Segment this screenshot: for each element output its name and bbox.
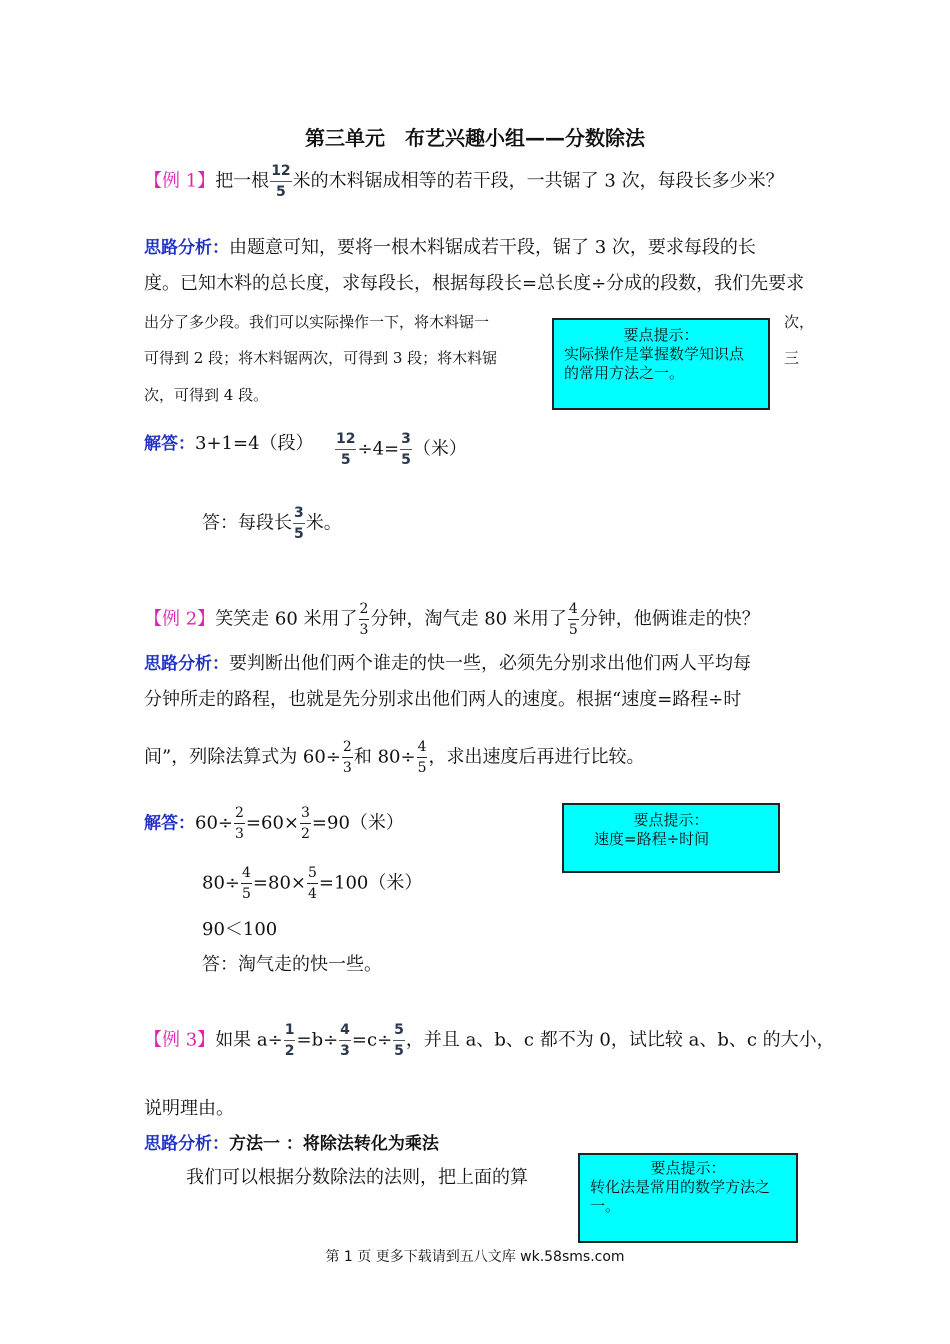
example-3-tag: 【例 3】 xyxy=(144,1029,216,1051)
fraction: $\frac{4}{5}$ xyxy=(568,601,578,638)
example-1-analysis-line-5: 次，可得到 4 段。 xyxy=(144,386,269,404)
example-2-analysis-line-2: 分钟所走的路程，也就是先分别求出他们两人的速度。根据“速度=路程÷时 xyxy=(144,689,742,710)
tip-heading: 要点提示： xyxy=(623,326,699,344)
page-title: 第三单元 布艺兴趣小组——分数除法 xyxy=(305,126,645,150)
example-3-question: 【例 3】如果 a÷ $\frac{1}{2}$ =b÷ $\frac{4}{3}$ =c÷ $\frac{5}{5}$ ，并且 a、b、c 都不为 0，试比较 a、b、c 的大小， xyxy=(144,1022,835,1059)
example-2-final-answer: 答：淘气走的快一些。 xyxy=(202,954,382,975)
tip-heading: 要点提示： xyxy=(650,1159,726,1177)
example-1-final-answer: 答：每段长 $\frac{3}{5}$ 米。 xyxy=(202,505,342,542)
example-2-analysis-line-3: 间”，列除法算式为 60÷ $\frac{2}{3}$ 和 80÷ $\frac{4}{5}$ ，求出速度后再进行比较。 xyxy=(144,739,645,776)
fraction: $\frac{12}{5}$ xyxy=(271,163,291,200)
example-2-answer-line-2: 80÷ $\frac{4}{5}$ =80× $\frac{5}{4}$ =100（米） xyxy=(202,865,423,902)
example-2-tag: 【例 2】 xyxy=(144,608,216,630)
fraction: $\frac{4}{3}$ xyxy=(340,1022,350,1059)
example-1-analysis-line-4: 可得到 2 段；将木料锯两次，可得到 3 段；将木料锯 xyxy=(144,349,498,367)
fraction: $\frac{3}{5}$ xyxy=(294,505,304,542)
example-2-comparison: 90＜100 xyxy=(202,919,278,940)
example-1-answer-calc: $\frac{12}{5}$ ÷4= $\frac{3}{5}$ （米） xyxy=(336,431,467,468)
example-1-analysis-line-2: 度。已知木料的总长度，求每段长，根据每段长=总长度÷分成的段数，我们先要求 xyxy=(144,273,805,294)
analysis-label: 思路分析： xyxy=(144,654,229,674)
example-1-question: 【例 1】把一根 $\frac{12}{5}$ 米的木料锯成相等的若干段，一共锯了 3 次，每段长多少米？ xyxy=(144,163,784,200)
fraction: $\frac{2}{3}$ xyxy=(342,739,352,776)
example-2-analysis-line-1: 思路分析：要判断出他们两个谁走的快一些，必须先分别求出他们两人平均每 xyxy=(144,653,751,674)
fraction: $\frac{3}{5}$ xyxy=(401,431,411,468)
tip-heading: 要点提示： xyxy=(633,811,709,829)
example-2-question: 【例 2】笑笑走 60 米用了 $\frac{2}{3}$ 分钟，淘气走 80 米用了 $\frac{4}{5}$ 分钟，他俩谁走的快？ xyxy=(144,601,760,638)
method-title: 方法一 ：将除法转化为乘法 xyxy=(229,1134,439,1154)
page-footer: 第 1 页 更多下载请到五八文库 wk.58sms.com xyxy=(325,1249,625,1265)
example-1-analysis-line-3: 出分了多少段。我们可以实际操作一下，将木料锯一 xyxy=(144,313,490,331)
analysis-label: 思路分析： xyxy=(144,1134,229,1154)
example-1-tag: 【例 1】 xyxy=(144,170,216,192)
fraction: $\frac{4}{5}$ xyxy=(242,865,251,902)
tip-box-2 xyxy=(562,803,780,873)
fraction: $\frac{5}{5}$ xyxy=(394,1022,404,1059)
fraction: $\frac{1}{2}$ xyxy=(284,1022,295,1059)
fraction: $\frac{12}{5}$ xyxy=(336,431,356,468)
tip-body: 转化法是常用的数学方法之一。 xyxy=(590,1178,771,1215)
example-3-question-end: 说明理由。 xyxy=(144,1098,234,1119)
fraction: $\frac{3}{2}$ xyxy=(301,805,310,842)
answer-label: 解答： xyxy=(144,813,195,834)
answer-label: 解答： xyxy=(144,434,195,454)
example-1-analysis-line-3-end: 次， xyxy=(784,313,815,331)
example-2-answer-line-1: 解答：60÷ $\frac{2}{3}$ =60× $\frac{3}{2}$ =90（米） xyxy=(144,805,404,842)
example-1-analysis-line-4-end: 三 xyxy=(784,349,800,367)
fraction: $\frac{4}{5}$ xyxy=(417,739,427,776)
tip-body: 实际操作是掌握数学知识点的常用方法之一。 xyxy=(564,345,745,382)
example-1-analysis-line-1: 思路分析：由题意可知，要将一根木料锯成若干段，锯了 3 次，要求每段的长 xyxy=(144,237,756,258)
analysis-label: 思路分析： xyxy=(144,238,229,258)
fraction: $\frac{2}{3}$ xyxy=(235,805,244,842)
tip-box-3 xyxy=(578,1153,798,1243)
example-3-analysis-heading xyxy=(144,1132,439,1156)
fraction: $\frac{5}{4}$ xyxy=(308,865,317,902)
example-3-analysis-line-1: 我们可以根据分数除法的法则，把上面的算 xyxy=(186,1167,528,1188)
tip-body: 速度=路程÷时间 xyxy=(594,830,710,848)
example-1-answer: 解答：3+1=4（段） xyxy=(144,433,314,454)
tip-box-1 xyxy=(552,318,770,410)
fraction: $\frac{2}{3}$ xyxy=(359,601,369,638)
